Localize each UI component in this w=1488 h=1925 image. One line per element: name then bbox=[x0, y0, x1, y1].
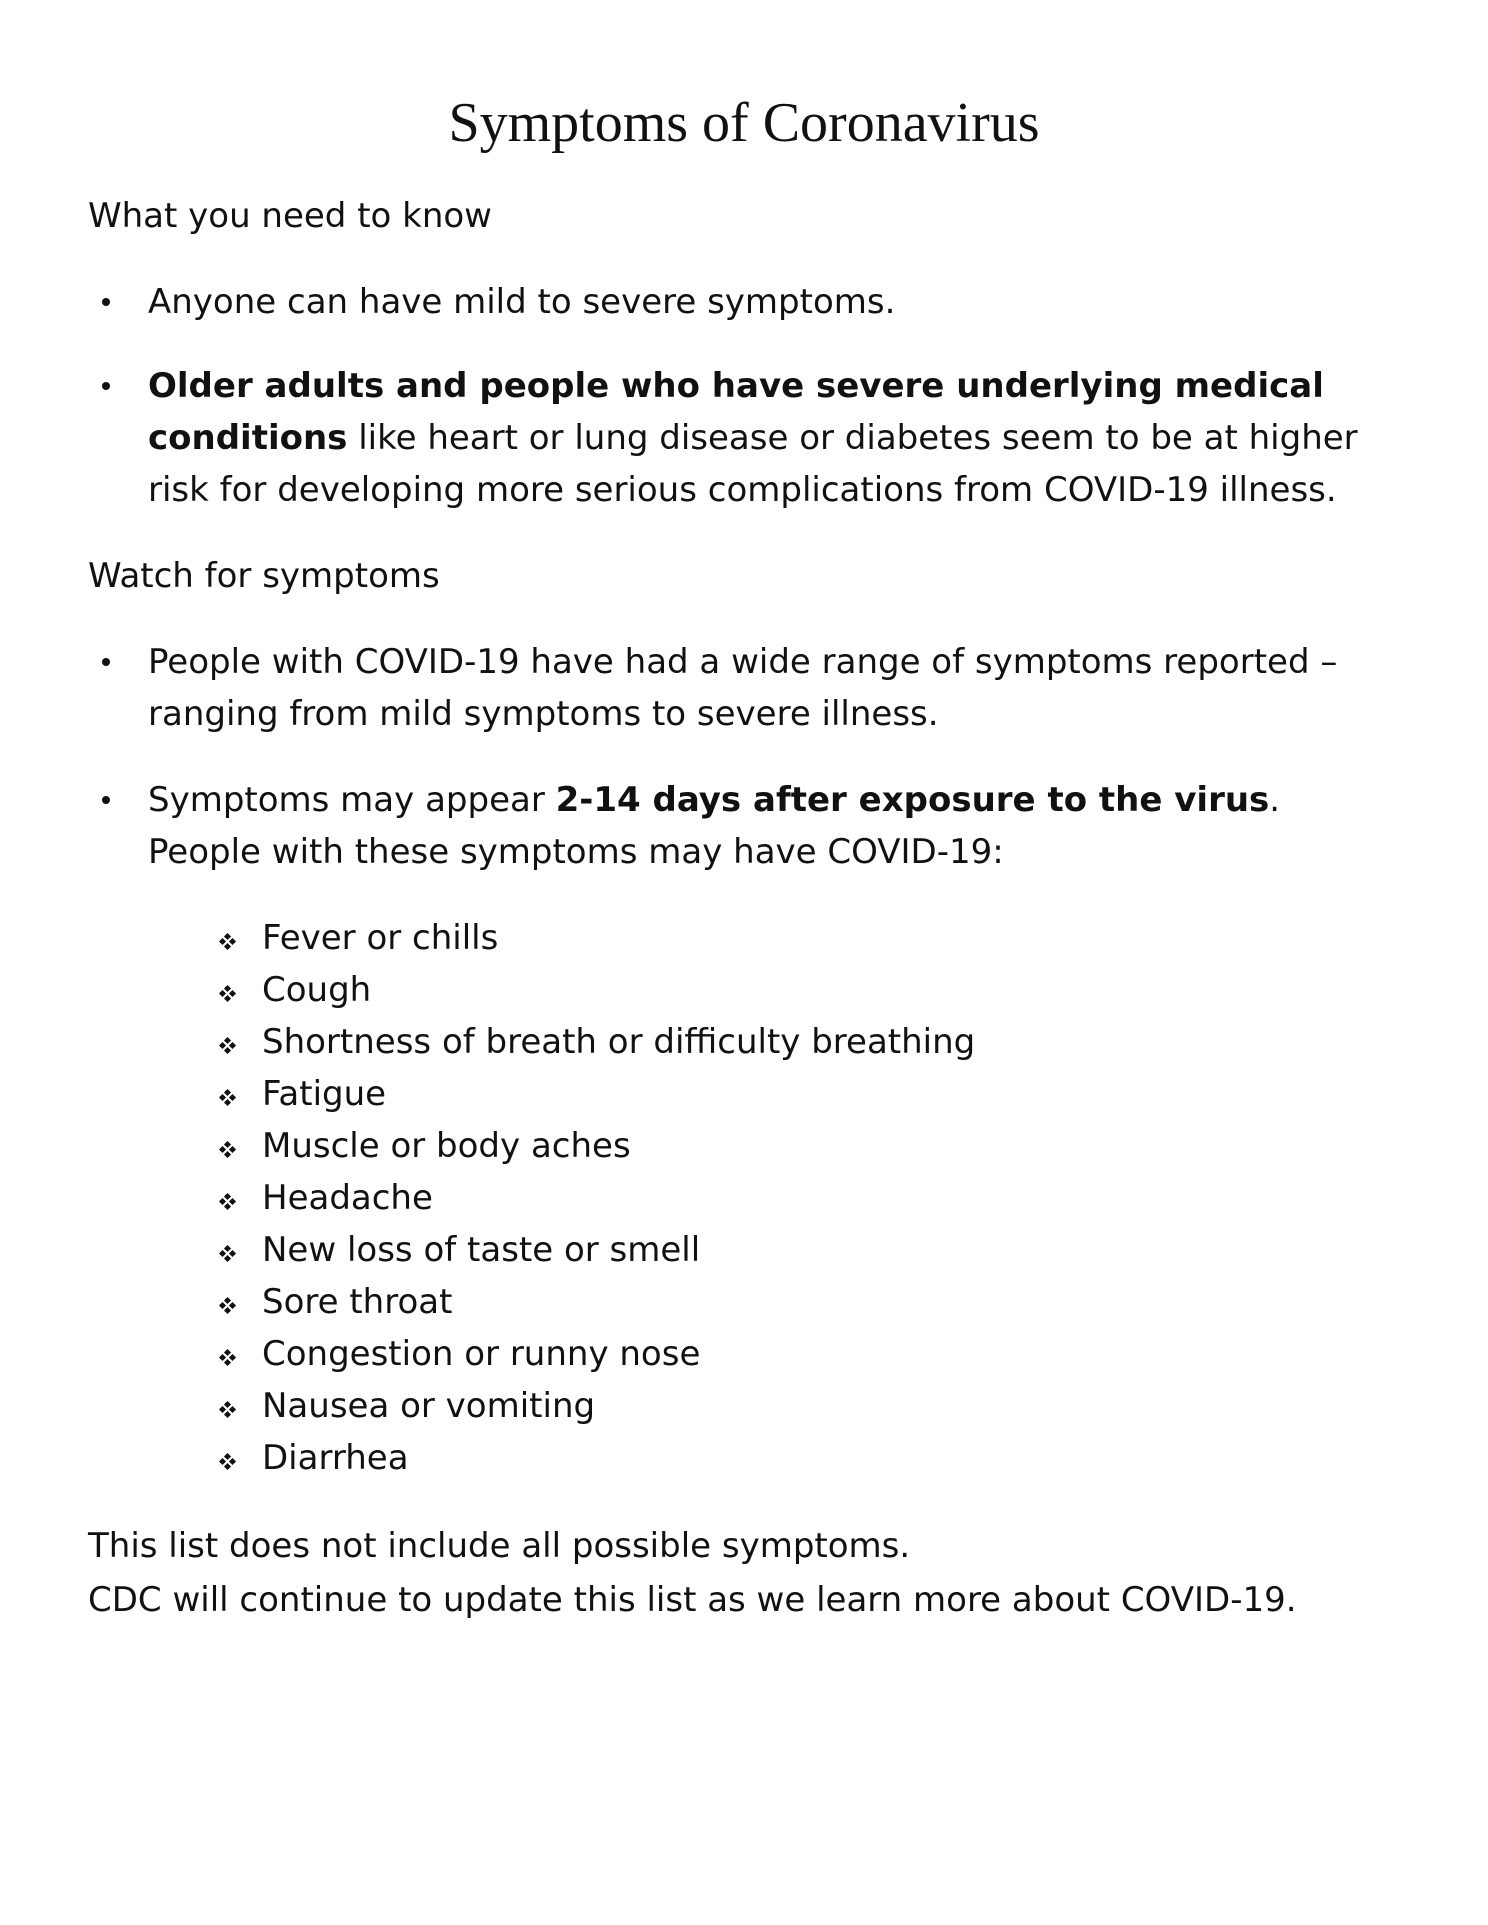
bullet-bold-text: 2-14 days after exposure to the virus bbox=[555, 780, 1270, 820]
symptom-item: Congestion or runny nose bbox=[218, 1328, 975, 1380]
diamond-bullet-icon bbox=[220, 1038, 236, 1054]
section-heading-watch-symptoms: Watch for symptoms bbox=[88, 556, 440, 596]
bullet-wide-range bbox=[148, 636, 1388, 740]
symptom-item: Diarrhea bbox=[218, 1432, 975, 1484]
symptom-list bbox=[218, 912, 975, 1484]
bullet-dot-icon bbox=[102, 658, 110, 666]
symptom-item: Shortness of breath or difficulty breathing bbox=[218, 1016, 975, 1068]
symptom-item: Fatigue bbox=[218, 1068, 975, 1120]
symptom-item: New loss of taste or smell bbox=[218, 1224, 975, 1276]
diamond-bullet-icon bbox=[220, 1350, 236, 1366]
bullet-anyone-symptoms bbox=[148, 276, 1388, 328]
bullet-text: like heart or lung disease or diabetes seem to be at higher risk for developing more serious complications from COVID-19 illness. bbox=[148, 418, 1358, 510]
diamond-bullet-icon bbox=[220, 1298, 236, 1314]
diamond-bullet-icon bbox=[220, 1246, 236, 1262]
diamond-bullet-icon bbox=[220, 1194, 236, 1210]
symptom-item: Headache bbox=[218, 1172, 975, 1224]
footer-note-incomplete: This list does not include all possible symptoms. bbox=[88, 1526, 911, 1566]
diamond-bullet-icon bbox=[220, 986, 236, 1002]
section-heading-need-to-know: What you need to know bbox=[88, 196, 492, 236]
symptom-item: Sore throat bbox=[218, 1276, 975, 1328]
symptom-item: Cough bbox=[218, 964, 975, 1016]
bullet-text: Anyone can have mild to severe symptoms. bbox=[148, 282, 896, 322]
bullet-symptoms-appear bbox=[148, 774, 1388, 878]
symptom-item: Fever or chills bbox=[218, 912, 975, 964]
bullet-dot-icon bbox=[102, 796, 110, 804]
bullet-text: . People with these symptoms may have COVID-19: bbox=[148, 780, 1281, 872]
bullet-text: Symptoms may appear bbox=[148, 780, 556, 820]
bullet-bold-text: Older adults and people who have severe underlying medical conditions bbox=[148, 366, 1324, 458]
diamond-bullet-icon bbox=[220, 1402, 236, 1418]
symptom-item: Muscle or body aches bbox=[218, 1120, 975, 1172]
bullet-dot-icon bbox=[102, 382, 110, 390]
page-title: Symptoms of Coronavirus bbox=[448, 92, 1040, 154]
footer-note-updates: CDC will continue to update this list as we learn more about COVID-19. bbox=[88, 1580, 1297, 1620]
symptom-item: Nausea or vomiting bbox=[218, 1380, 975, 1432]
bullet-text: People with COVID-19 have had a wide range of symptoms reported – ranging from mild symptoms to severe illness. bbox=[148, 642, 1338, 734]
diamond-bullet-icon bbox=[220, 1142, 236, 1158]
diamond-bullet-icon bbox=[220, 1090, 236, 1106]
diamond-bullet-icon bbox=[220, 934, 236, 950]
diamond-bullet-icon bbox=[220, 1454, 236, 1470]
bullet-older-adults bbox=[148, 360, 1388, 516]
bullet-dot-icon bbox=[102, 298, 110, 306]
